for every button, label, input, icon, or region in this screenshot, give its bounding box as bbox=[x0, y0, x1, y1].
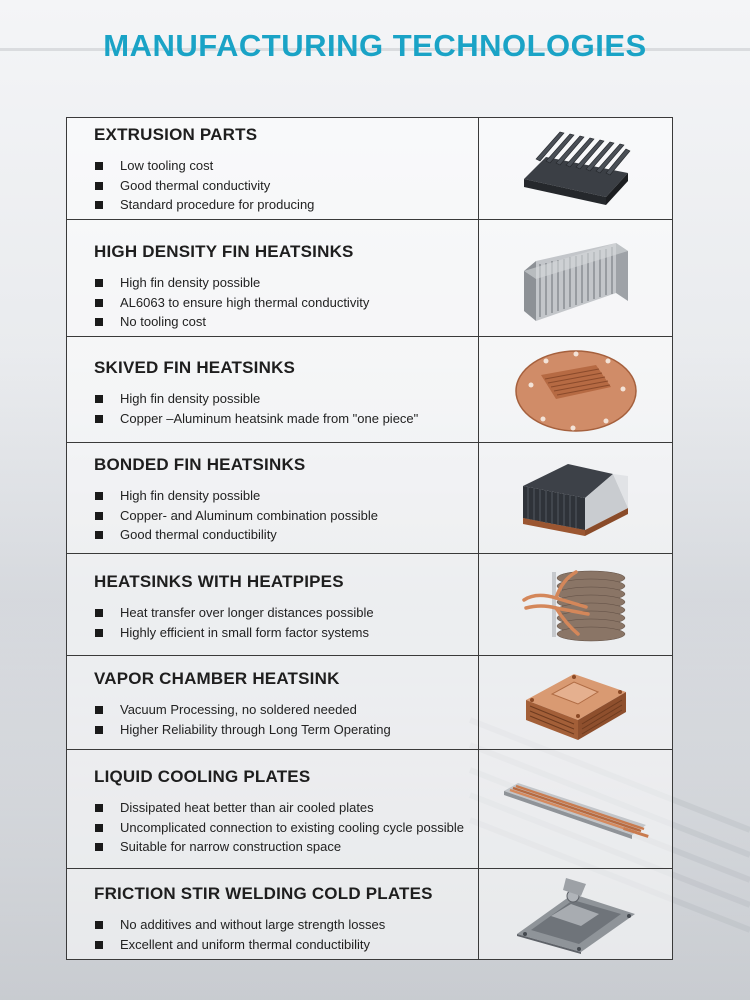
row-text-cell bbox=[67, 443, 479, 553]
square-bullet-icon bbox=[95, 629, 103, 637]
row-text-cell bbox=[67, 869, 479, 959]
square-bullet-icon bbox=[95, 299, 103, 307]
row-image-cell bbox=[479, 220, 672, 336]
section-heading: LIQUID COOLING PLATES bbox=[94, 767, 311, 786]
square-bullet-icon bbox=[95, 512, 103, 520]
list-item: Copper- and Aluminum combination possible bbox=[94, 506, 478, 526]
bullet-list bbox=[94, 700, 478, 739]
section-heading: BONDED FIN HEATSINKS bbox=[94, 455, 306, 474]
list-item: Standard procedure for producing bbox=[94, 195, 478, 215]
square-bullet-icon bbox=[95, 804, 103, 812]
square-bullet-icon bbox=[95, 824, 103, 832]
list-item: Higher Reliability through Long Term Operating bbox=[94, 720, 478, 740]
row-text-cell bbox=[67, 337, 479, 442]
table-row bbox=[67, 337, 672, 443]
row-image-cell bbox=[479, 337, 672, 442]
list-item: Dissipated heat better than air cooled plates bbox=[94, 798, 478, 818]
list-item: No additives and without large strength losses bbox=[94, 915, 478, 935]
row-image-cell bbox=[479, 750, 672, 868]
table-row bbox=[67, 656, 672, 750]
list-item: High fin density possible bbox=[94, 273, 478, 293]
square-bullet-icon bbox=[95, 921, 103, 929]
section-heading: EXTRUSION PARTS bbox=[94, 125, 258, 144]
square-bullet-icon bbox=[95, 843, 103, 851]
square-bullet-icon bbox=[95, 182, 103, 190]
vapor-chamber-heatsink-image bbox=[516, 662, 636, 744]
row-image-cell bbox=[479, 118, 672, 219]
section-heading: FRICTION STIR WELDING COLD PLATES bbox=[94, 884, 433, 903]
square-bullet-icon bbox=[95, 941, 103, 949]
row-text-cell bbox=[67, 220, 479, 336]
square-bullet-icon bbox=[95, 415, 103, 423]
row-text-cell bbox=[67, 656, 479, 749]
high-density-fin-heatsink-image bbox=[516, 231, 636, 326]
bullet-list bbox=[94, 273, 478, 332]
bullet-list bbox=[94, 389, 478, 428]
row-image-cell bbox=[479, 554, 672, 655]
table-row bbox=[67, 750, 672, 869]
square-bullet-icon bbox=[95, 395, 103, 403]
list-item: AL6063 to ensure high thermal conductivity bbox=[94, 293, 478, 313]
list-item: Good thermal conductibility bbox=[94, 525, 478, 545]
list-item: Suitable for narrow construction space bbox=[94, 837, 478, 857]
list-item: Vacuum Processing, no soldered needed bbox=[94, 700, 478, 720]
row-text-cell bbox=[67, 118, 479, 219]
section-heading: HIGH DENSITY FIN HEATSINKS bbox=[94, 242, 354, 261]
table-row bbox=[67, 869, 672, 959]
square-bullet-icon bbox=[95, 609, 103, 617]
skived-copper-heatsink-image bbox=[511, 345, 641, 435]
bullet-list bbox=[94, 915, 478, 954]
section-heading: SKIVED FIN HEATSINKS bbox=[94, 358, 296, 377]
square-bullet-icon bbox=[95, 706, 103, 714]
list-item: Copper –Aluminum heatsink made from "one piece" bbox=[94, 409, 478, 429]
friction-stir-cold-plate-image bbox=[511, 874, 641, 954]
list-item: Excellent and uniform thermal conductibility bbox=[94, 935, 478, 955]
bullet-list bbox=[94, 156, 478, 215]
table-row bbox=[67, 220, 672, 337]
square-bullet-icon bbox=[95, 492, 103, 500]
square-bullet-icon bbox=[95, 318, 103, 326]
row-text-cell bbox=[67, 750, 479, 868]
square-bullet-icon bbox=[95, 201, 103, 209]
page-title: MANUFACTURING TECHNOLOGIES bbox=[103, 28, 647, 63]
list-item: No tooling cost bbox=[94, 312, 478, 332]
square-bullet-icon bbox=[95, 531, 103, 539]
extruded-heatsink-image bbox=[516, 129, 636, 209]
technologies-table bbox=[66, 117, 673, 960]
section-heading: VAPOR CHAMBER HEATSINK bbox=[94, 669, 340, 688]
square-bullet-icon bbox=[95, 279, 103, 287]
bullet-list bbox=[94, 486, 478, 545]
table-row bbox=[67, 443, 672, 554]
row-text-cell bbox=[67, 554, 479, 655]
list-item: Low tooling cost bbox=[94, 156, 478, 176]
section-heading: HEATSINKS WITH HEATPIPES bbox=[94, 572, 344, 591]
table-row bbox=[67, 554, 672, 656]
liquid-cooling-plate-image bbox=[496, 769, 656, 849]
bonded-fin-heatsink-image bbox=[513, 456, 638, 541]
row-image-cell bbox=[479, 656, 672, 749]
list-item: Heat transfer over longer distances possible bbox=[94, 603, 478, 623]
list-item: Good thermal conductivity bbox=[94, 176, 478, 196]
square-bullet-icon bbox=[95, 726, 103, 734]
row-image-cell bbox=[479, 443, 672, 553]
row-image-cell bbox=[479, 869, 672, 959]
list-item: High fin density possible bbox=[94, 486, 478, 506]
list-item: High fin density possible bbox=[94, 389, 478, 409]
bullet-list bbox=[94, 798, 478, 857]
table-row bbox=[67, 118, 672, 220]
list-item: Uncomplicated connection to existing cooling cycle possible bbox=[94, 818, 478, 838]
heatpipe-heatsink-image bbox=[516, 562, 636, 647]
square-bullet-icon bbox=[95, 162, 103, 170]
bullet-list bbox=[94, 603, 478, 642]
list-item: Highly efficient in small form factor systems bbox=[94, 623, 478, 643]
